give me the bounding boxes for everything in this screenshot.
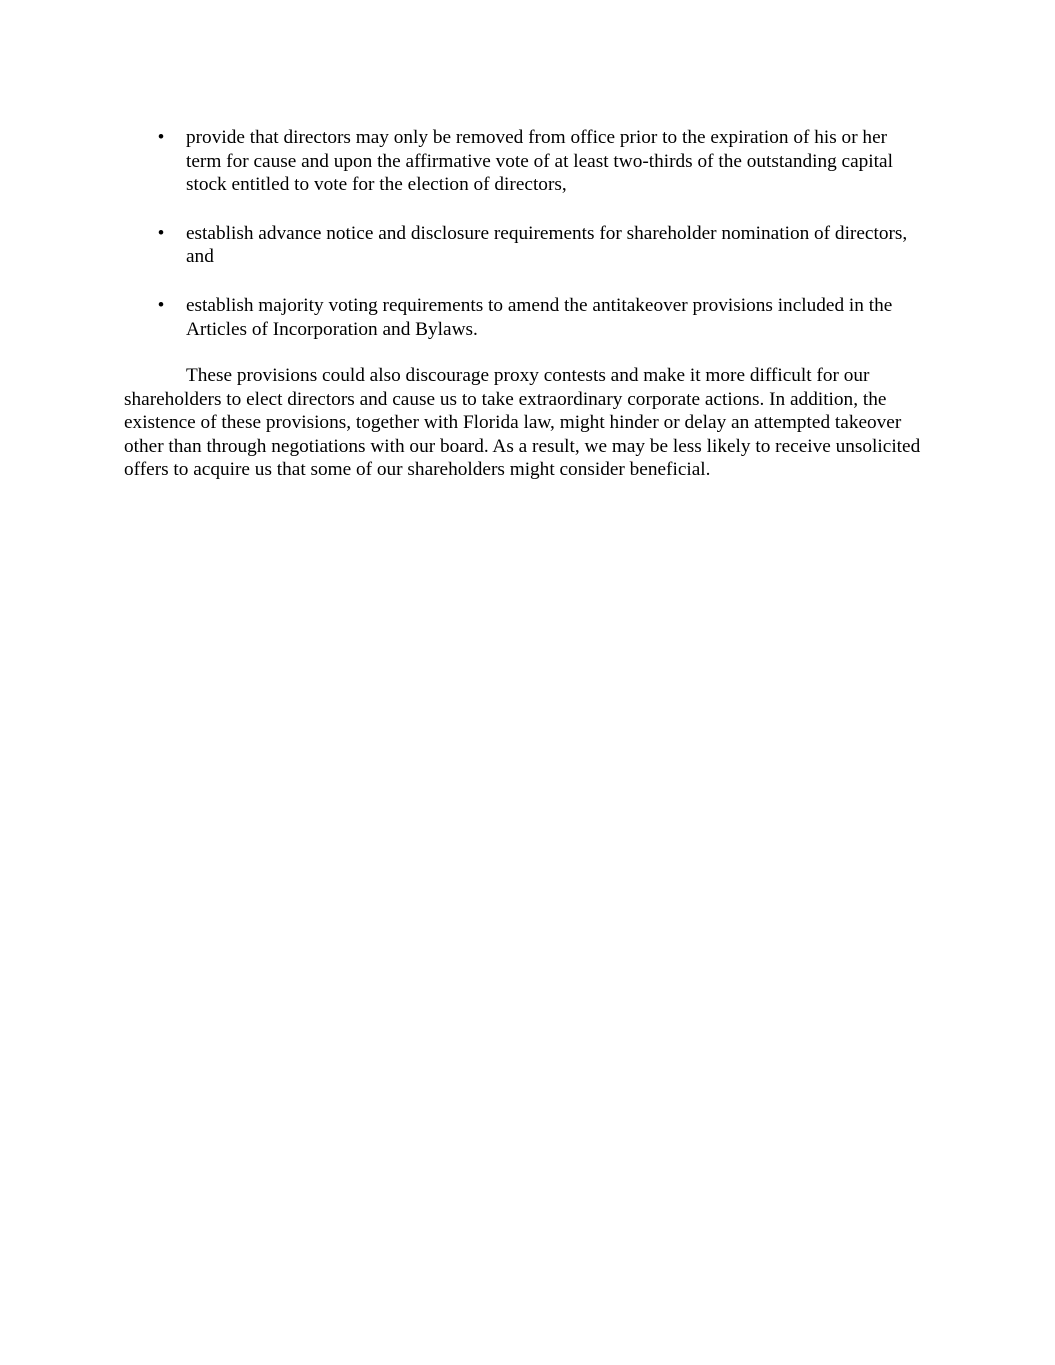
provisions-bullet-list bbox=[0, 126, 1055, 366]
bullet-item-director-removal bbox=[0, 126, 1055, 197]
bullet-text: provide that directors may only be removed from office prior to the expiration of his or her term for cause and upon the affirmative vote of at least two-thirds of the outstanding capital stock entitled to vote for the election of directors, bbox=[186, 127, 893, 196]
bullet-icon: • bbox=[157, 127, 165, 148]
bullet-item-advance-notice bbox=[0, 222, 1055, 269]
body-paragraph: These provisions could also discourage proxy contests and make it more difficult for our shareholders to elect directors and cause us to take extraordinary corporate actions. In addition, the existence of these provisions, together with Florida law, might hinder or delay an attempted takeover other than through negotiations with our board. As a result, we may be less likely to receive unsolicited offers to acquire us that some of our shareholders might consider beneficial. bbox=[124, 365, 921, 481]
bullet-icon: • bbox=[157, 294, 165, 316]
bullet-text: establish majority voting requirements to amend the antitakeover provisions included in the Articles of Incorporation and Bylaws. bbox=[186, 294, 893, 340]
bullet-item-majority-voting bbox=[0, 294, 1055, 341]
bullet-icon: • bbox=[157, 222, 165, 244]
bullet-text: establish advance notice and disclosure requirements for shareholder nomination of directors, and bbox=[186, 222, 908, 268]
